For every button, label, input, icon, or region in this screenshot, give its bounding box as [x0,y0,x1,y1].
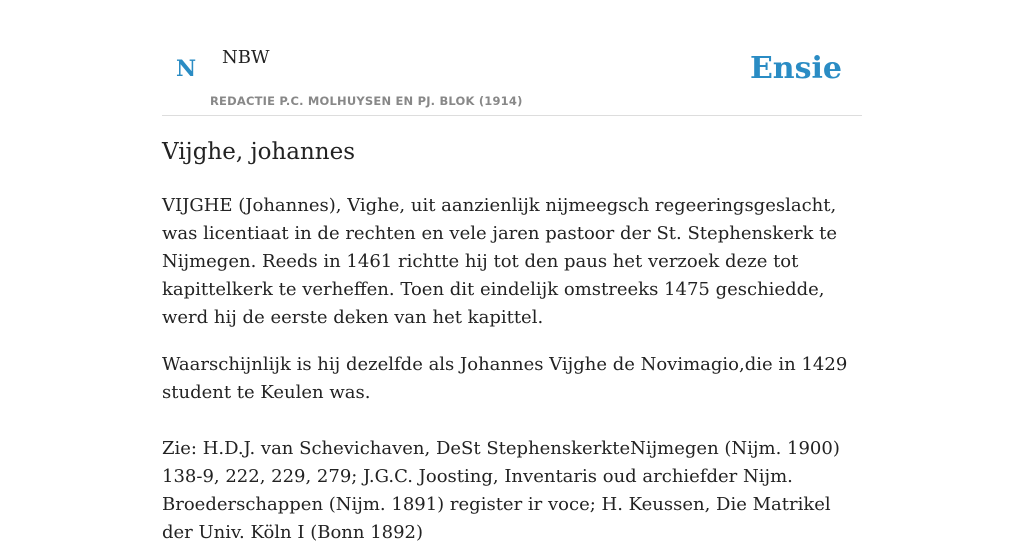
source-title[interactable]: NBW [222,47,270,68]
article-container [162,0,862,543]
entry-paragraph-references: Zie: H.D.J. van Schevichaven, DeSt StephenskerkteNijmegen (Nijm. 1900) 138-9, 222, 229, 279; J.G.C. Joosting, Inventaris oud archiefder Nijm. Broederschappen (Nijm. 1891) register ir voce; H. Keussen, Die Matrikel der Univ. Köln I (Bonn 1892) [162,438,840,543]
ensie-brand-logo[interactable]: Ensie [749,51,842,86]
source-subtitle: REDACTIE P.C. MOLHUYSEN EN PJ. BLOK (1914) [210,94,523,108]
entry-paragraph-biography: VIJGHE (Johannes), Vighe, uit aanzienlijk nijmeegsch regeeringsgeslacht, was licentiaat in de rechten en vele jaren pastoor der St. Stephenskerk te Nijmegen. Reeds in 1461 richtte hij tot den paus het verzoek deze tot kapittelkerk te verheffen. Toen dit eindelijk omstreeks 1475 geschiedde, werd hij de eerste deken van het kapittel. [162,195,837,328]
entry-paragraph-identity: Waarschijnlijk is hij dezelfde als Johannes Vijghe de Novimagio,die in 1429 student te Keulen was. [162,354,848,403]
source-logo-link[interactable]: N [176,56,197,82]
source-header [162,0,862,116]
entry-title: Vijghe, johannes [162,139,356,165]
